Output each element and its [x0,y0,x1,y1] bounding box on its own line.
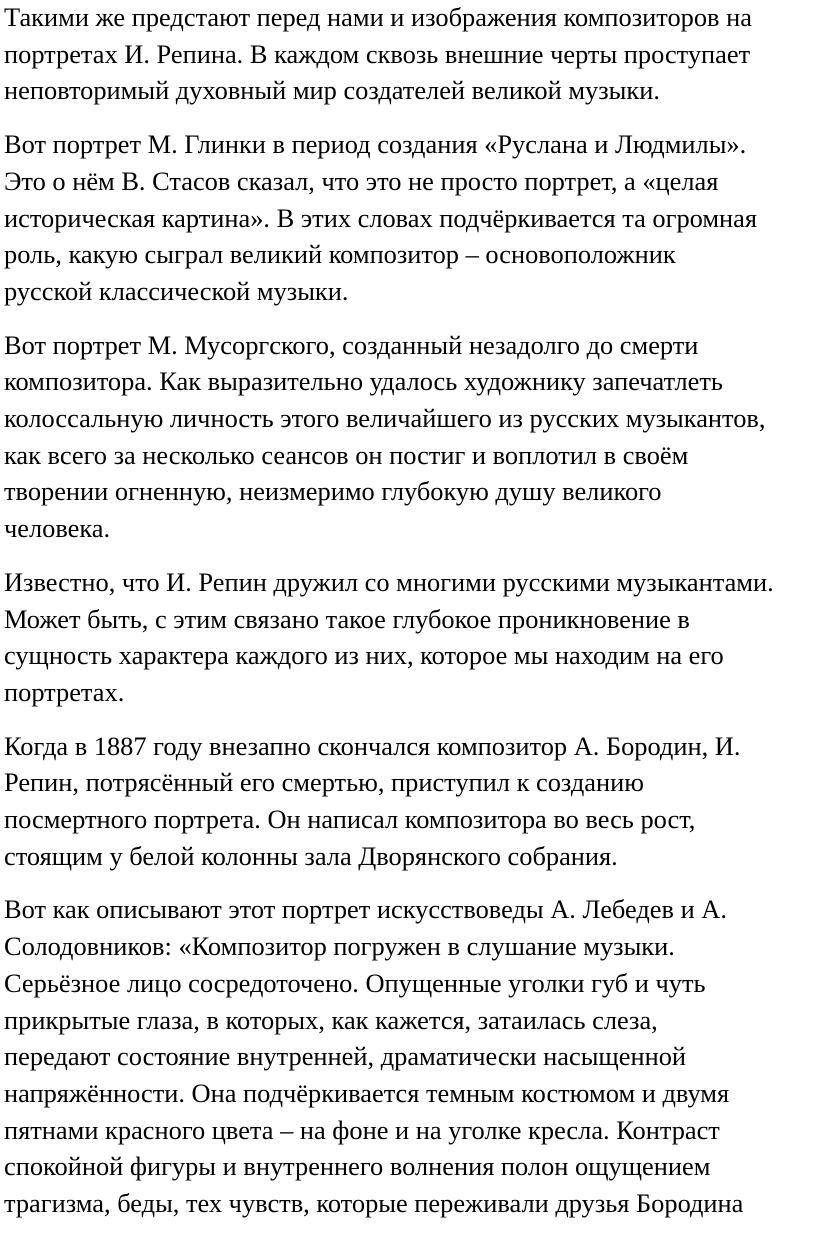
paragraph-composer-portraits [4,0,816,109]
text-line: трагизма, беды, тех чувств, которые переживали друзья Бородина [4,1188,744,1219]
text-line: портретах И. Репина. В каждом сквозь внешние черты проступает [4,38,751,69]
text-line: прикрытые глаза, в которых, как кажется, затаилась слеза, [4,1004,658,1035]
text-line: передают состояние внутренней, драматически насыщенной [4,1041,687,1072]
text-line: Вот портрет М. Глинки в период создания «Руслана и Людмилы». [4,129,747,160]
text-line: Вот портрет М. Мусоргского, созданный незадолго до смерти [4,329,699,360]
text-line: спокойной фигуры и внутреннего волнения полон ощущением [4,1151,711,1182]
text-line: как всего за несколько сеансов он постиг и воплотил в своём [4,439,689,470]
text-line: посмертного портрета. Он написал композитора во весь рост, [4,804,696,835]
text-line: творении огненную, неизмеримо глубокую душу великого [4,476,662,507]
text-line: композитора. Как выразительно удалось художнику запечатлеть [4,366,723,397]
text-line: Серьёзное лицо сосредоточено. Опущенные уголки губ и чуть [4,967,706,998]
text-line: стоящим у белой колонны зала Дворянского собрания. [4,840,618,871]
text-line: человека. [4,513,111,544]
text-line: Солодовников: «Композитор погружен в слушание музыки. [4,931,675,962]
text-line: колоссальную личность этого величайшего из русских музыкантов, [4,403,766,434]
text-line: неповторимый духовный мир создателей великой музыки. [4,75,660,106]
text-line: напряжённости. Она подчёркивается темным костюмом и двумя [4,1077,730,1108]
paragraph-borodin-death [4,728,816,875]
text-line: Вот как описывают этот портрет искусствоведы А. Лебедев и А. [4,894,727,925]
text-line: Когда в 1887 году внезапно скончался композитор А. Бородин, И. [4,730,741,761]
text-line: Может быть, с этим связано такое глубокое проникновение в [4,603,690,634]
text-line: Известно, что И. Репин дружил со многими русскими музыкантами. [4,566,774,597]
paragraph-borodin-portrait-description [4,891,816,1221]
text-line: портретах. [4,676,125,707]
text-line: пятнами красного цвета – на фоне и на уголке кресла. Контраст [4,1114,720,1145]
paragraph-glinka-portrait [4,126,816,310]
paragraph-mussorgsky-portrait [4,327,816,547]
text-line: историческая картина». В этих словах подчёркивается та огромная [4,202,758,233]
text-line: сущность характера каждого из них, которое мы находим на его [4,640,724,671]
text-line: Это о нём В. Стасов сказал, что это не просто портрет, а «целая [4,165,719,196]
text-line: русской классической музыки. [4,275,349,306]
text-line: Репин, потрясённый его смертью, приступил к созданию [4,767,644,798]
text-line: Такими же предстают перед нами и изображения композиторов на [4,2,752,32]
document-page [4,0,816,1239]
text-line: роль, какую сыграл великий композитор – основоположник [4,239,676,270]
paragraph-repin-musicians [4,564,816,711]
